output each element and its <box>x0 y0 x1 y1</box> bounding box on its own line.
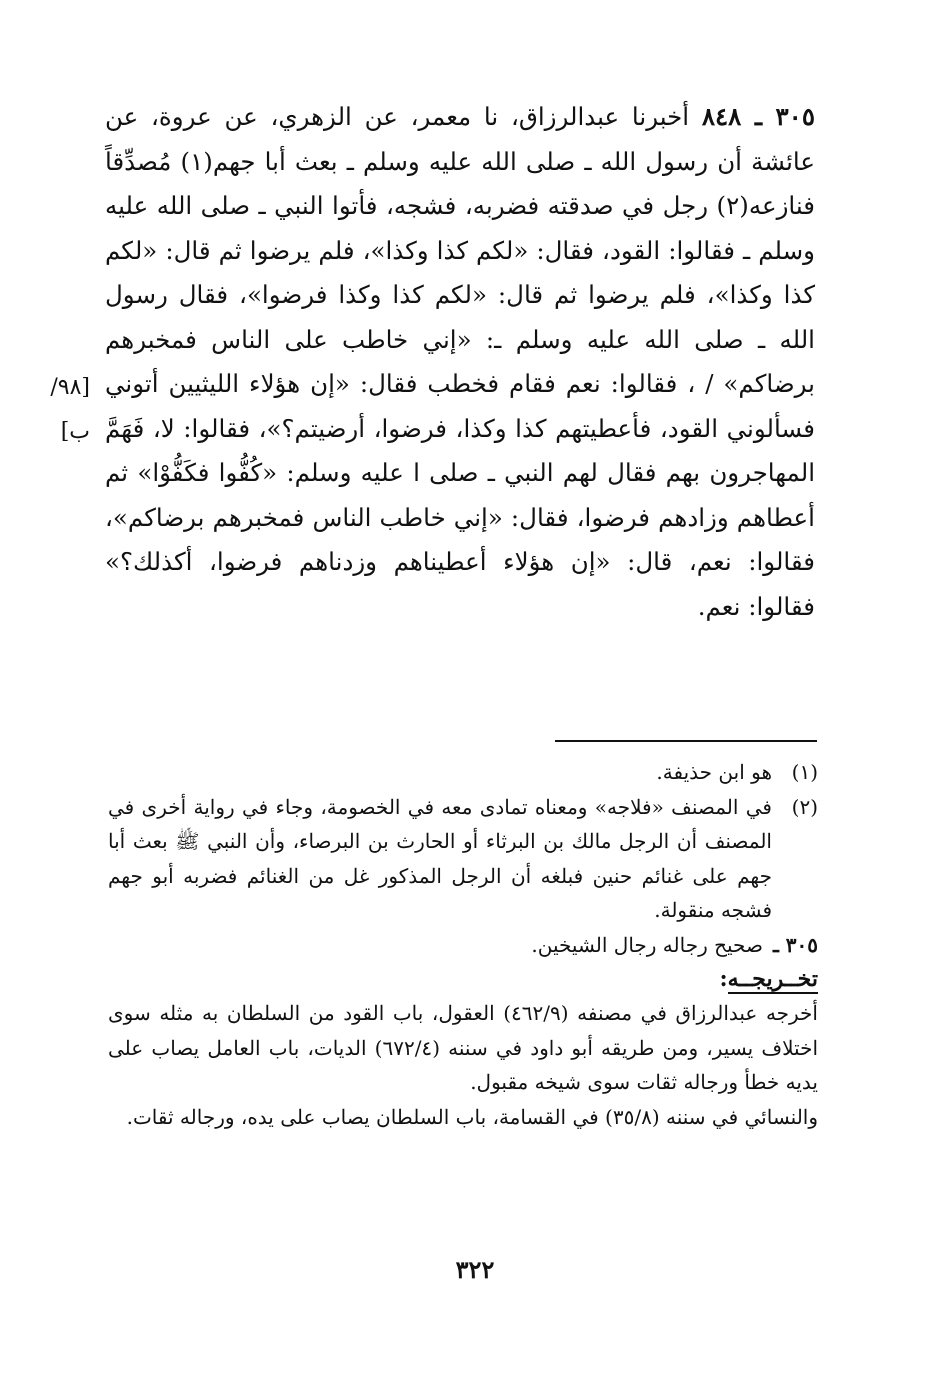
hadith-body: أخبرنا عبدالرزاق، نا معمر، عن الزهري، عن عروة، عن عائشة أن رسول الله ـ صلى الله عليه وسلم ـ بعث أبا جهم(١) مُصدِّقاً فنازعه(٢) رجل في صدقته فضربه، فشجه، فأتوا النبي ـ صلى الله عليه وسلم ـ فقالوا: القود، فقال: «لكم كذا وكذا»، فلم يرضوا ثم قال: «لكم كذا وكذا»، فلم يرضوا ثم قال: «لكم كذا وكذا فرضوا»، فقال رسول الله ـ صلى الله عليه وسلم ـ: «إني خاطب على الناس فمخبرهم برضاكم» / ، فقالوا: نعم فقام فخطب فقال: «إن هؤلاء الليثيين أتوني فسألوني القود، فأعطيتهم كذا وكذا، فرضوا، أرضيتم؟»، فقالوا: لا، فَهَمَّ المهاجرون بهم فقال لهم النبي ـ صلى ا عليه وسلم: «كُفُّوا فكَفُّوْا» ثم أعطاهم وزادهم فرضوا، فقال: «إني خاطب الناس فمخبرهم برضاكم»، فقالوا: نعم، قال: «إن هؤلاء أعطيناهم وزدناهم فرضوا، أكذلك؟» فقالوا: نعم. <box>105 102 816 621</box>
footnote-separator <box>555 740 817 742</box>
manuscript-folio-note: [٩٨/ب] <box>50 375 90 444</box>
takhrij-heading <box>108 962 818 996</box>
hadith-paragraph <box>105 95 815 629</box>
footnote-1 <box>108 755 818 790</box>
grading-line <box>108 928 818 963</box>
page-number: ٣٢٢ <box>455 1255 495 1284</box>
grading-text: صحيح رجاله رجال الشيخين. <box>531 932 763 957</box>
footnote-mark: (٢) <box>791 794 818 819</box>
grading-number: ٣٠٥ ـ <box>772 932 818 957</box>
footnote-text: في المصنف «فلاجه» ومعناه تمادى معه في الخصومة، وجاء في رواية أخرى في المصنف أن الرجل مالك بن البرثاء أو الحارث بن البرصاء، وأن النبي ﷺ بعث أبا جهم على غنائم حنين فبلغه أن الرجل المذكور غل من الغنائم فضربه أبو جهم فشجه منقولة. <box>108 794 772 922</box>
takhrij-heading-text: تخــريجــه <box>727 966 818 992</box>
hadith-text-block <box>105 95 815 629</box>
footnote-text: هو ابن حذيفة. <box>656 760 772 784</box>
footnote-2 <box>108 790 818 928</box>
takhrij-heading-colon: : <box>719 966 728 992</box>
takhrij-paragraph-2: والنسائي في سننه (٣٥/٨) في القسامة، باب السلطان يصاب على يده، ورجاله ثقات. <box>126 1104 818 1129</box>
takhrij-paragraph-1: أخرجه عبدالرزاق في مصنفه (٤٦٢/٩) العقول، باب القود من السلطان به مثله سوى اختلاف يسير، ومن طريقه أبو داود في سننه (٦٧٢/٤) الديات، باب العامل يصاب على يديه خطأ ورجاله ثقات سوى شيخه مقبول. <box>108 1001 818 1094</box>
hadith-number: ٣٠٥ ـ ٨٤٨ <box>701 102 815 131</box>
footnotes-section <box>108 755 818 1134</box>
footnote-mark: (١) <box>791 760 818 784</box>
